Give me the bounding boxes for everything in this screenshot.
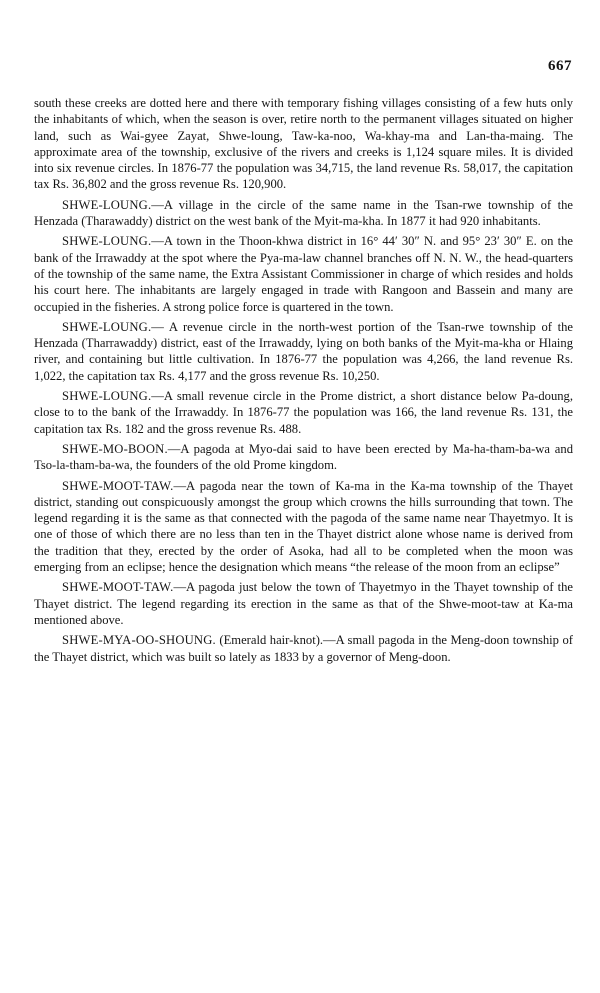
paragraph-continuation [34, 95, 573, 193]
entry-shwe-loung-village [34, 197, 573, 230]
entry-headword: SHWE-MO-BOON. [62, 441, 168, 456]
paragraph-text: south these creeks are dotted here and there with temporary fishing villages consisting of a few huts only the inhabitants of which, when the season is over, retire north to the permanent villages situated on higher land, such as Wai-gyee Zayat, Shwe-loung, Taw-ka-noo, Wa-khay-ma and Lan-tha-maing. The approximate area of the township, exclusive of the rivers and creeks is 1,124 square miles. It is divided into six revenue circles. In 1876-77 the population was 34,715, the land revenue Rs. 58,017, the capitation tax Rs. 36,802 and the gross revenue Rs. 120,900. [34, 96, 573, 192]
entry-text: —A village in the circle of the same name in the Tsan-rwe township of the Henzada (Tharawaddy) district on the west bank of the Myit-ma-kha. In 1877 it had 920 inhabitants. [34, 197, 573, 229]
entry-shwe-moot-taw-kama [34, 478, 573, 576]
entry-text: —A pagoda near the town of Ka-ma in the Ka-ma township of the Thayet district, standing out conspicuously amongst the group which crowns the hills surrounding that town. The legend regarding it is the same as that connected with the pagoda of the same name near Thayetmyo. It is one of those of which there are no less than ten in the Thayet district alone whose name is derived from the tradition that they, erected by the order of Asoka, had all to be completed when the moon was emerging from an eclipse; hence the designation which means “the release of the moon from an eclipse” [34, 478, 573, 575]
page-number: 667 [548, 58, 572, 74]
entry-shwe-mya-oo-shoung [34, 632, 573, 665]
entry-shwe-loung-town [34, 233, 573, 314]
entry-text: —A pagoda at Myo-dai said to have been erected by Ma-ha-tham-ba-wa and Tso-la-tham-ba-wa, the founders of the old Prome kingdom. [34, 441, 573, 473]
entry-shwe-loung-revenue-circle-prome [34, 388, 573, 437]
entry-headword: SHWE-LOUNG. [62, 389, 152, 404]
entry-shwe-moot-taw-thayetmyo [34, 579, 573, 628]
entry-text: (Emerald hair-knot).—A small pagoda in the Meng-doon township of the Thayet district, which was built so lately as 1833 by a governor of Meng-doon. [34, 633, 573, 664]
gazetteer-text [34, 95, 573, 669]
entry-text: —A pagoda just below the town of Thayetmyo in the Thayet township of the Thayet district. The legend regarding its erection in the same as that of the Shwe-moot-taw at Ka-ma mentioned above. [34, 580, 573, 627]
entry-shwe-loung-revenue-circle-henzada [34, 319, 573, 384]
entry-headword: SHWE-MYA-OO-SHOUNG. [62, 633, 216, 648]
entry-headword: SHWE-MOOT-TAW. [62, 580, 174, 595]
entry-headword: SHWE-LOUNG. [62, 234, 152, 249]
entry-headword: SHWE-MOOT-TAW. [62, 478, 174, 493]
entry-headword: SHWE-LOUNG. [62, 319, 152, 334]
entry-headword: SHWE-LOUNG. [62, 197, 152, 212]
entry-text: —A small revenue circle in the Prome district, a short distance below Pa-doung, close to to the bank of the Irrawaddy. In 1876-77 the population was 166, the land revenue Rs. 131, the capitation tax Rs. 182 and the gross revenue Rs. 488. [34, 389, 573, 436]
entry-text: — A revenue circle in the north-west portion of the Tsan-rwe township of the Henzada (Tharrawaddy) district, east of the Irrawaddy, lying on both banks of the Myit-ma-kha or Hlaing river, and containing but little cultivation. In 1876-77 the population was 4,266, the land revenue Rs. 1,022, the capitation tax Rs. 4,177 and the gross revenue Rs. 10,250. [34, 319, 573, 383]
entry-text: —A town in the Thoon-khwa district in 16° 44′ 30″ N. and 95° 23′ 30″ E. on the bank of the Irrawaddy at the spot where the Pya-ma-law channel branches off N. N. W., the head-quarters of the township of the same name, the Extra Assistant Commissioner in charge of which resides and holds his court here. The inhabitants are largely engaged in trade with Rangoon and Bassein and many are occupied in the fisheries. A strong police force is quartered in the town. [34, 234, 573, 314]
entry-shwe-mo-boon [34, 441, 573, 474]
